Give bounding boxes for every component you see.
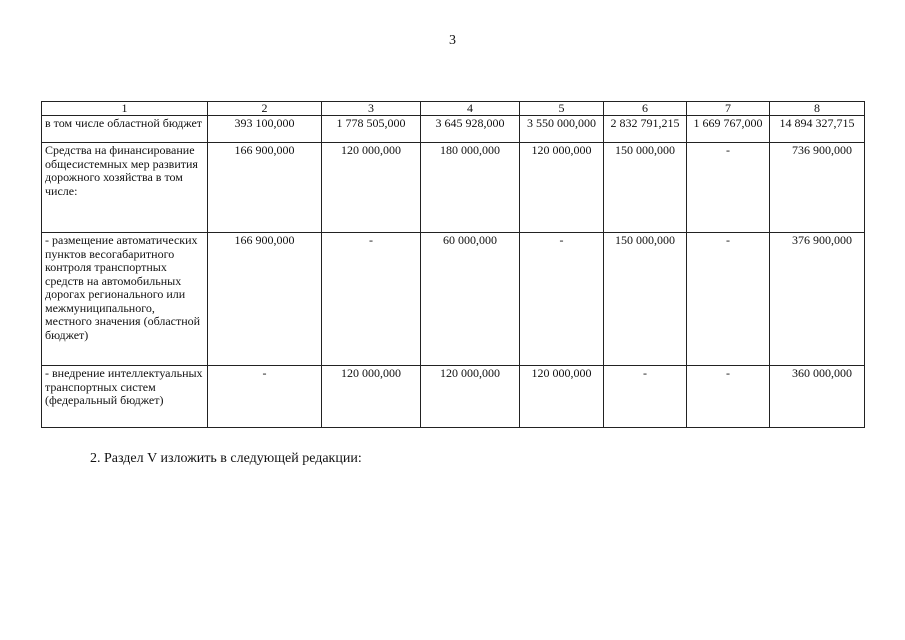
cell-value: - <box>322 233 421 366</box>
column-header: 5 <box>520 102 604 116</box>
cell-value: 120 000,000 <box>520 143 604 233</box>
column-header: 8 <box>770 102 865 116</box>
budget-table <box>41 101 865 428</box>
cell-value: 376 900,000 <box>770 233 865 366</box>
cell-value: - <box>687 366 770 428</box>
column-header: 7 <box>687 102 770 116</box>
cell-value: 150 000,000 <box>604 143 687 233</box>
cell-value: - <box>208 366 322 428</box>
cell-value: 150 000,000 <box>604 233 687 366</box>
row-label: в том числе областной бюджет <box>42 116 208 143</box>
cell-value: 60 000,000 <box>421 233 520 366</box>
table-header-row <box>42 102 865 116</box>
cell-value: 120 000,000 <box>421 366 520 428</box>
section-instruction: 2. Раздел V изложить в следующей редакции: <box>90 451 362 466</box>
column-header: 1 <box>42 102 208 116</box>
row-label: - внедрение интеллектуальных транспортных систем (федеральный бюджет) <box>42 366 208 428</box>
table-row <box>42 143 865 233</box>
cell-value: - <box>687 233 770 366</box>
cell-value: 120 000,000 <box>322 366 421 428</box>
table-row <box>42 366 865 428</box>
row-label: Средства на финансирование общесистемных мер развития дорожного хозяйства в том числе: <box>42 143 208 233</box>
cell-value: 393 100,000 <box>208 116 322 143</box>
cell-value: 166 900,000 <box>208 143 322 233</box>
cell-value: - <box>520 233 604 366</box>
cell-value: 1 669 767,000 <box>687 116 770 143</box>
page-number: 3 <box>449 33 456 48</box>
cell-value: 3 550 000,000 <box>520 116 604 143</box>
cell-value: 3 645 928,000 <box>421 116 520 143</box>
cell-value: 180 000,000 <box>421 143 520 233</box>
table-row <box>42 233 865 366</box>
cell-value: 2 832 791,215 <box>604 116 687 143</box>
column-header: 2 <box>208 102 322 116</box>
cell-value: 14 894 327,715 <box>770 116 865 143</box>
cell-value: 120 000,000 <box>322 143 421 233</box>
cell-value: - <box>687 143 770 233</box>
row-label: - размещение автоматических пунктов весогабаритного контроля транспортных средств на автомобильных дорогах регионального или межмуниципального, местного значения (областной бюджет) <box>42 233 208 366</box>
cell-value: 360 000,000 <box>770 366 865 428</box>
cell-value: 736 900,000 <box>770 143 865 233</box>
cell-value: 166 900,000 <box>208 233 322 366</box>
table-row <box>42 116 865 143</box>
cell-value: - <box>604 366 687 428</box>
column-header: 4 <box>421 102 520 116</box>
cell-value: 1 778 505,000 <box>322 116 421 143</box>
column-header: 6 <box>604 102 687 116</box>
column-header: 3 <box>322 102 421 116</box>
cell-value: 120 000,000 <box>520 366 604 428</box>
